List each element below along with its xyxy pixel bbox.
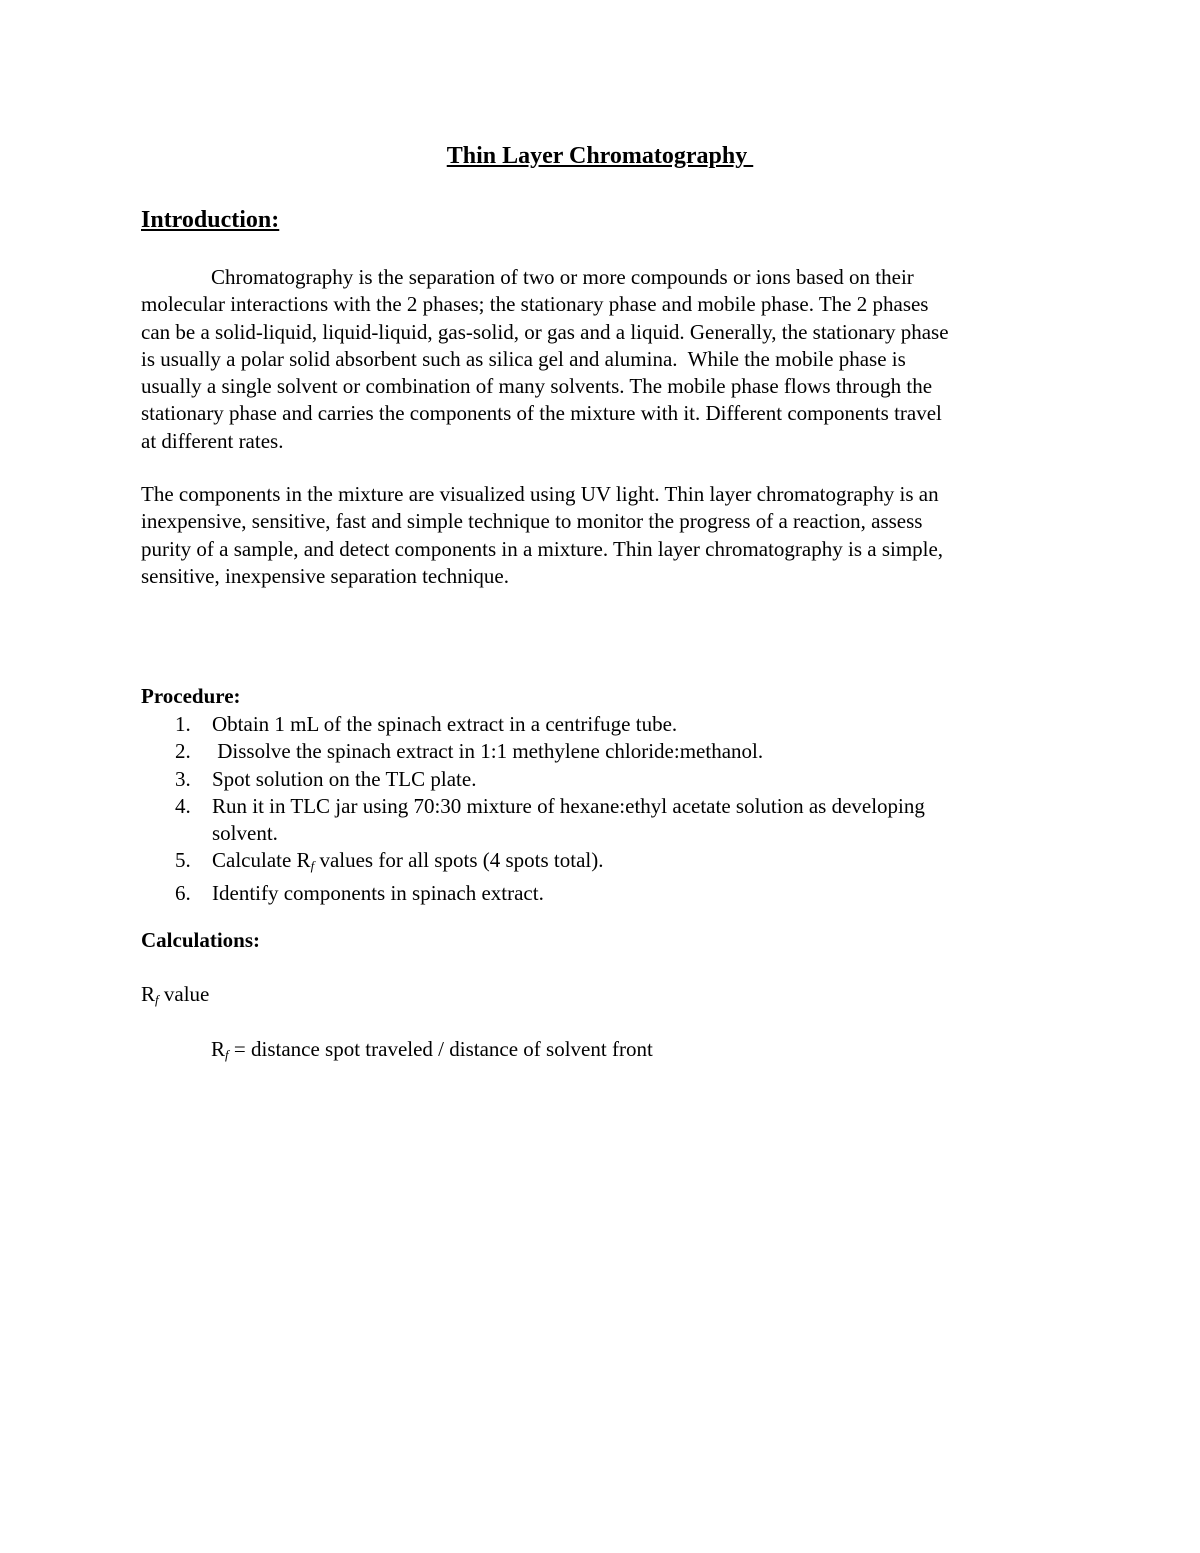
procedure-step-2 bbox=[141, 738, 1061, 765]
procedure-step-5 bbox=[141, 847, 1061, 879]
rf-formula bbox=[211, 1037, 653, 1063]
introduction-heading: Introduction: bbox=[141, 207, 280, 233]
step-number: 3. bbox=[175, 766, 191, 791]
procedure-step-4 bbox=[141, 793, 1061, 848]
paragraph-line: at different rates. bbox=[141, 428, 284, 453]
paragraph-line: stationary phase and carries the components of the mixture with it. Different components travel bbox=[141, 401, 942, 426]
procedure-steps-list bbox=[141, 711, 1061, 907]
step-text: Dissolve the spinach extract in 1:1 methylene chloride:methanol. bbox=[212, 739, 764, 764]
paragraph-line: The components in the mixture are visualized using UV light. Thin layer chromatography is an bbox=[141, 482, 939, 506]
procedure-step-1 bbox=[141, 711, 1061, 738]
step-text-part: Calculate R bbox=[212, 848, 311, 873]
paragraph-line: Chromatography is the separation of two or more compounds or ions based on their bbox=[211, 265, 914, 289]
step-number: 5. bbox=[175, 848, 191, 873]
subscript-f: f bbox=[225, 1047, 229, 1062]
paragraph-line: sensitive, inexpensive separation technique. bbox=[141, 563, 509, 588]
rf-label-text: value bbox=[158, 982, 210, 1006]
procedure-step-6 bbox=[141, 880, 1061, 907]
step-number: 4. bbox=[175, 793, 191, 818]
procedure-step-3 bbox=[141, 766, 1061, 793]
step-text: Identify components in spinach extract. bbox=[212, 880, 544, 905]
step-number: 6. bbox=[175, 880, 191, 905]
subscript-f: f bbox=[155, 992, 159, 1007]
paragraph-line: molecular interactions with the 2 phases; the stationary phase and mobile phase. The 2 phases bbox=[141, 292, 929, 317]
rf-symbol: R bbox=[141, 982, 156, 1006]
introduction-paragraph-1 bbox=[141, 264, 1061, 455]
paragraph-line: is usually a polar solid absorbent such as silica gel and alumina. While the mobile phase is bbox=[141, 346, 906, 371]
paragraph-line: purity of a sample, and detect components in a mixture. Thin layer chromatography is a simple, bbox=[141, 536, 944, 561]
paragraph-line: inexpensive, sensitive, fast and simple technique to monitor the progress of a reaction, assess bbox=[141, 509, 923, 534]
step-number: 2. bbox=[175, 739, 191, 764]
step-text-part: values for all spots (4 spots total). bbox=[314, 848, 604, 873]
introduction-paragraph-2 bbox=[141, 481, 1061, 590]
rf-value-label bbox=[141, 982, 209, 1008]
document-title: Thin Layer Chromatography bbox=[446, 143, 754, 169]
step-text: Run it in TLC jar using 70:30 mixture of hexane:ethyl acetate solution as developing bbox=[212, 793, 925, 818]
calculations-heading: Calculations: bbox=[141, 928, 261, 952]
step-text bbox=[212, 847, 1061, 879]
paragraph-line: can be a solid-liquid, liquid-liquid, gas-solid, or gas and a liquid. Generally, the stationary phase bbox=[141, 319, 949, 344]
step-text-continued: solvent. bbox=[212, 821, 278, 846]
rf-symbol: R bbox=[211, 1037, 226, 1061]
step-text: Obtain 1 mL of the spinach extract in a centrifuge tube. bbox=[212, 712, 678, 736]
procedure-heading: Procedure: bbox=[141, 684, 241, 708]
rf-formula-text: = distance spot traveled / distance of solvent front bbox=[228, 1037, 653, 1061]
step-number: 1. bbox=[175, 712, 191, 736]
subscript-f: f bbox=[310, 858, 315, 874]
step-text: Spot solution on the TLC plate. bbox=[212, 766, 477, 791]
paragraph-line: usually a single solvent or combination of many solvents. The mobile phase flows through the bbox=[141, 374, 933, 399]
